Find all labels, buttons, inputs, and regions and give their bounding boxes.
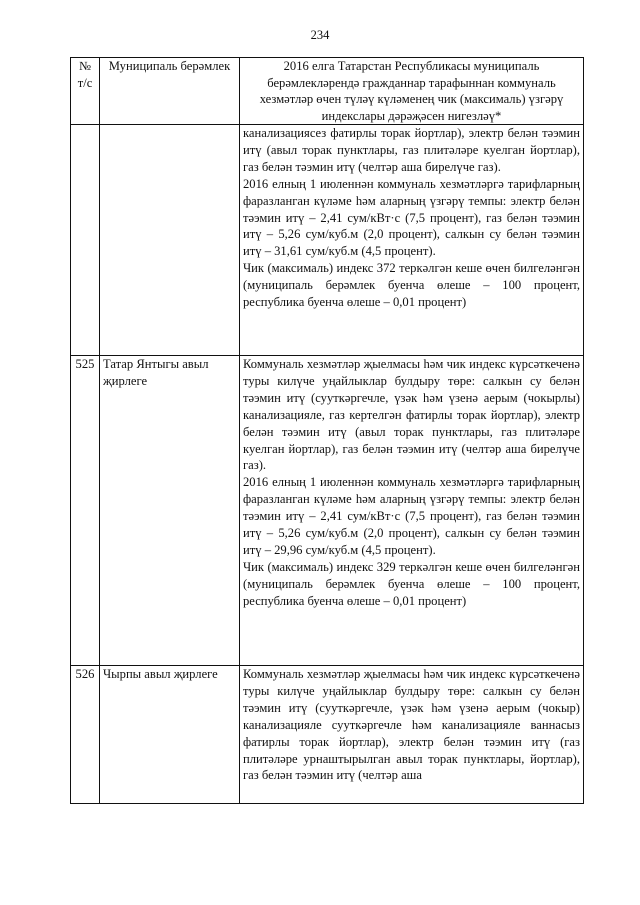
row-municipality: Чырпы авыл җирлеге xyxy=(100,666,240,804)
row-municipality: Татар Янтыгы авыл җирлеге xyxy=(100,356,240,666)
row-municipality xyxy=(100,125,240,356)
paragraph: 2016 елның 1 июленнән коммуналь хезмәтләргә тарифларның фаразланган күләме һәм аларның үзгәрү темпы: электр белән тәэмин итү – 2,41 сум/кВт·с (7,5 процент), газ белән тәэмин итү – 5,26 сум/куб.м (2,0 процент), салкын су белән тәэмин итү – 29,96 сум/куб.м (4,5 процент). xyxy=(243,475,580,557)
table-header-row xyxy=(71,58,584,125)
header-municipality: Муниципаль берәмлек xyxy=(100,58,240,125)
header-description: 2016 елга Татарстан Республикасы муниципаль берәмлекләрендә гражданнар тарафыннан коммуналь хезмәтләр өчен түләү күләменең чик (максималь) үзгәрү индекслары дәрәҗәсен нигезләү* xyxy=(240,58,584,125)
row-number: 526 xyxy=(71,666,100,804)
header-number: № т/с xyxy=(71,58,100,125)
paragraph: Коммуналь хезмәтләр җыелмасы һәм чик индекс күрсәткеченә туры килүче уңайлыклар булдыру төре: салкын су белән тәэмин итү (сууткәргечле, үзәк һәм үзенә аерым (чокырлы) канализацияле, газ кертелгән фатирлы торак йортлар), электр белән тәэмин итү (авыл торак пунктлары, газ плитәләре куелган йортлар), газ белән тәэмин итү (челтәр аша бирелүче газ). xyxy=(243,357,580,473)
row-description xyxy=(240,356,584,666)
page-number: 234 xyxy=(310,28,330,42)
table-row xyxy=(71,125,584,356)
paragraph: 2016 елның 1 июленнән коммуналь хезмәтләргә тарифларның фаразланган күләме һәм аларның үзгәрү темпы: электр белән тәэмин итү – 2,41 сум/кВт·с (7,5 процент), газ белән тәэмин итү – 5,26 сум/куб.м (2,0 процент), салкын су белән тәэмин итү – 31,61 сум/куб.м (4,5 процент). xyxy=(243,176,580,259)
table-row xyxy=(71,666,584,804)
row-description xyxy=(240,666,584,804)
paragraph: канализациясез фатирлы торак йортлар), электр белән тәэмин итү (авыл торак пунктлары, газ плитәләре куелган йортлар), газ белән тәэмин итү (челтәр аша бирелүче газ). xyxy=(243,126,580,174)
row-number xyxy=(71,125,100,356)
paragraph: Чик (максималь) индекс 372 теркәлгән кеше өчен билгеләнгән (муниципаль берәмлек буенча өлеше – 100 процент, республика буенча өлеше – 0,01 процент) xyxy=(243,261,580,310)
paragraph: Чик (максималь) индекс 329 теркәлгән кеше өчен билгеләнгән (муниципаль берәмлек буенча өлеше – 100 процент, республика буенча өлеше – 0,01 процент) xyxy=(243,559,580,608)
tariff-index-table xyxy=(70,57,584,804)
row-description xyxy=(240,125,584,356)
paragraph: Коммуналь хезмәтләр җыелмасы һәм чик индекс күрсәткеченә туры килүче уңайлыклар булдыру төре: салкын су белән тәэмин итү (сууткәргечле, үзәк һәм үзенә аерым (чокыр) канализацияле сууткәргечле һәм канализацияле ваннасыз фатирлы торак йортлар), электр белән тәэмин итү (газ плитәләре урнаштырылган авыл торак пунктлары, йортлар), газ белән тәэмин итү (челтәр аша xyxy=(243,667,580,783)
table-row xyxy=(71,356,584,666)
row-number: 525 xyxy=(71,356,100,666)
